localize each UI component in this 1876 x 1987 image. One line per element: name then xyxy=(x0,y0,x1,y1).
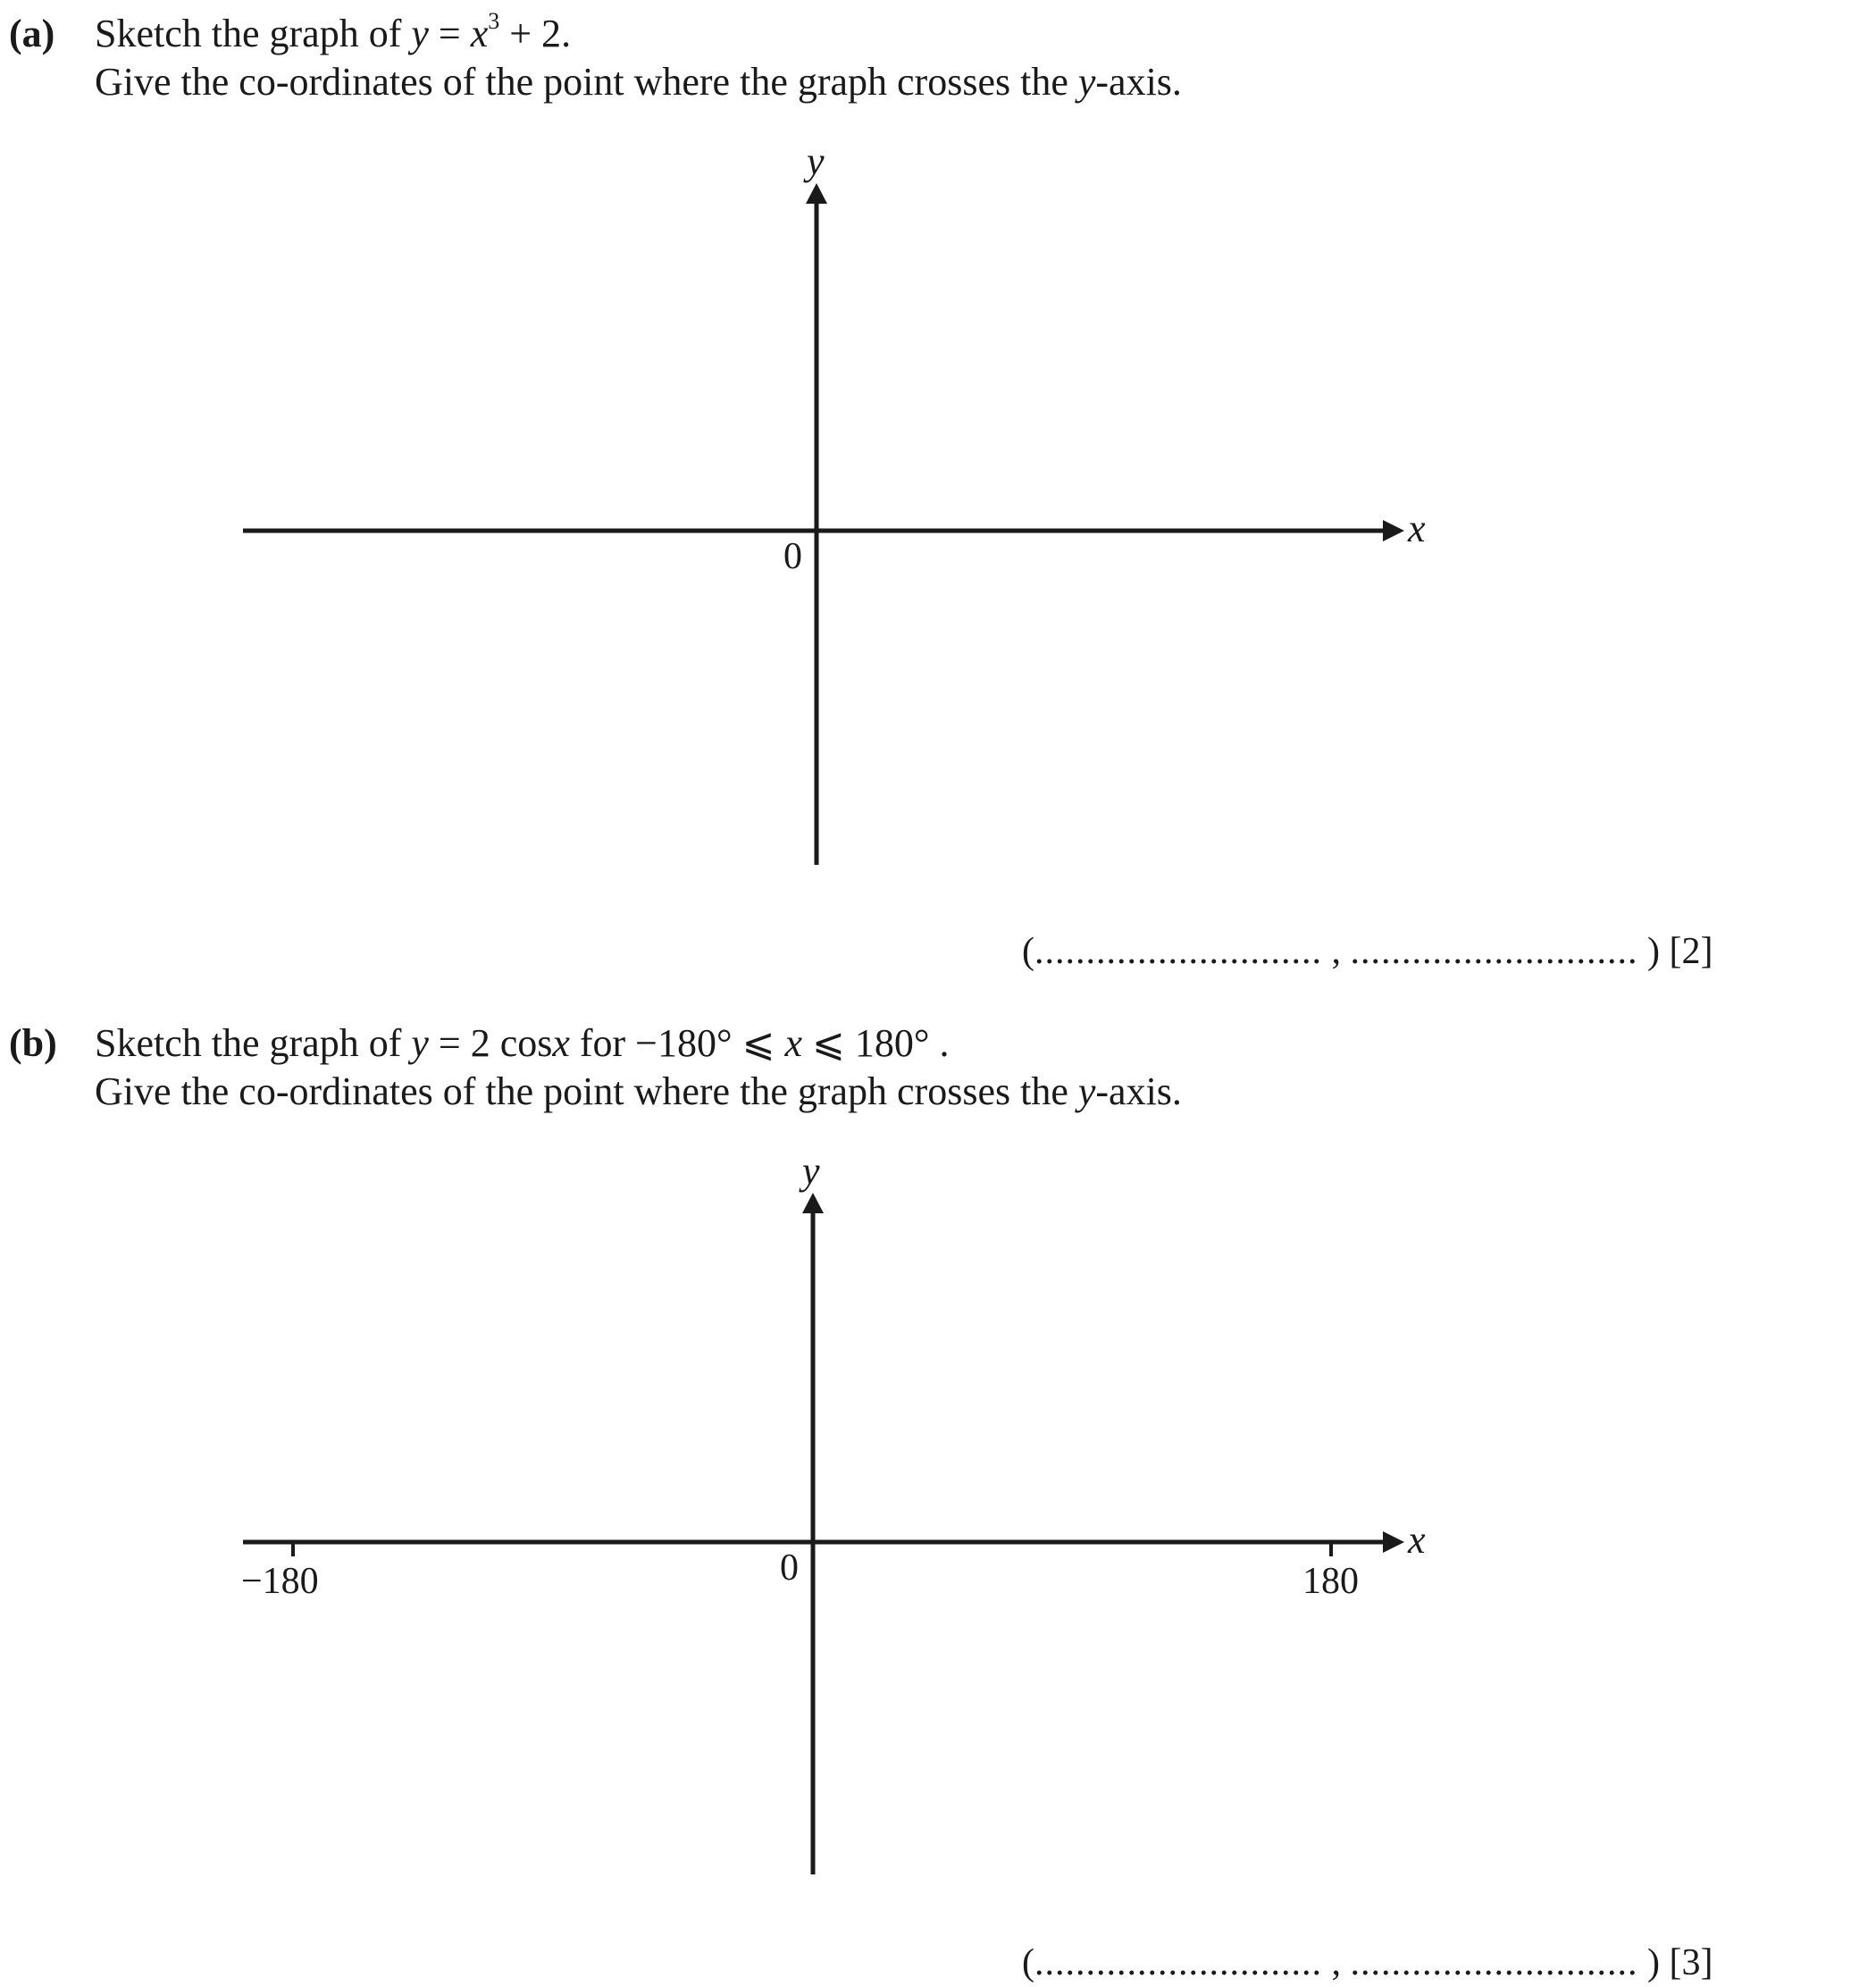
question-a-subinstruction: Give the co-ordinates of the point where the graph crosses the y-axis. xyxy=(95,60,1182,104)
question-a-instruction: Sketch the graph of $y = x^3 + 2$. xyxy=(95,8,572,55)
y-axis-label-b: y xyxy=(802,1149,820,1193)
question-b-subinstruction: Give the co-ordinates of the point where the graph crosses the y-axis. xyxy=(95,1069,1182,1113)
answer-b-y-blank[interactable]: ............................ xyxy=(1350,1942,1638,1983)
marks-a: [2] xyxy=(1669,931,1713,972)
answer-line-a[interactable]: (............................ , ............................ ) [2] xyxy=(1022,931,1713,972)
axes-b xyxy=(0,983,1876,1876)
x-axis-label-a: x xyxy=(1408,507,1426,550)
question-b-instruction: Sketch the graph of y = 2 cosx for −180° ⩽ x ⩽ 180° . xyxy=(95,1021,950,1065)
origin-label-b: 0 xyxy=(780,1547,799,1589)
tick-label-left-b: −180 xyxy=(241,1561,319,1602)
x-axis-arrow-b xyxy=(1383,1531,1404,1553)
axes-a xyxy=(0,0,1876,893)
y-axis-arrow-a xyxy=(806,183,827,204)
answer-line-b[interactable]: (............................ , ............................ ) [3] xyxy=(1022,1942,1713,1983)
y-axis-label-a: y xyxy=(807,139,825,183)
answer-a-y-blank[interactable]: ............................ xyxy=(1350,931,1638,972)
x-axis-arrow-a xyxy=(1383,520,1404,541)
x-axis-label-b: x xyxy=(1408,1518,1426,1562)
origin-label-a: 0 xyxy=(783,536,802,577)
answer-a-x-blank[interactable]: ............................ xyxy=(1034,931,1322,972)
question-b-label: (b) xyxy=(9,1021,57,1065)
marks-b: [3] xyxy=(1669,1942,1713,1983)
y-axis-arrow-b xyxy=(802,1193,824,1213)
answer-b-x-blank[interactable]: ............................ xyxy=(1034,1942,1322,1983)
question-a-label: (a) xyxy=(9,12,55,55)
tick-label-right-b: 180 xyxy=(1302,1561,1359,1602)
